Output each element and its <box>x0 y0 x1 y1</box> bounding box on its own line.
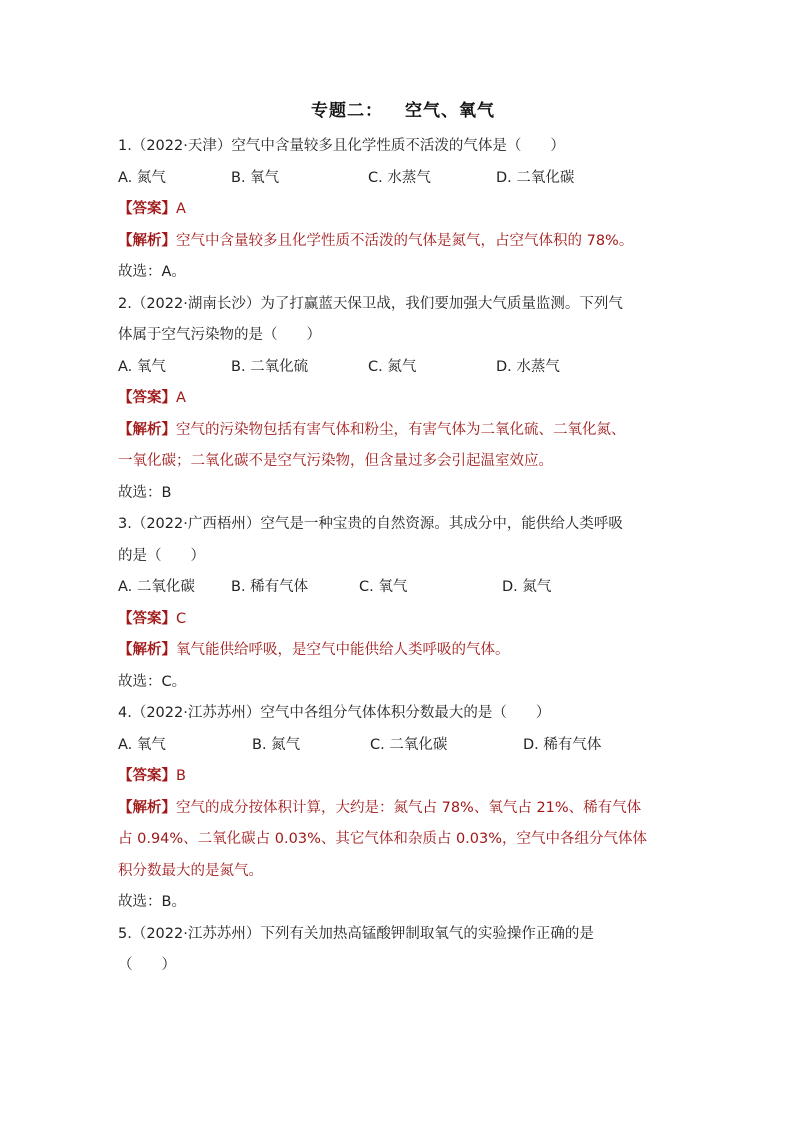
answer-value: A <box>176 201 186 217</box>
option-b: B. 氧气 <box>231 169 280 186</box>
answer-line <box>118 194 688 226</box>
option-a: A. 二氧化碳 <box>118 579 195 595</box>
answer-value: B <box>176 768 186 784</box>
question-stem: 2.（2022·湖南长沙）为了打赢蓝天保卫战，我们要加强大气质量监测。下列气 <box>118 295 623 312</box>
answer-label: 【答案】 <box>118 201 176 217</box>
question-5 <box>118 919 688 982</box>
analysis-label: 【解析】 <box>118 421 176 438</box>
option-c: C. 二氧化碳 <box>370 736 448 753</box>
title-part-1: 专题二： <box>311 101 383 121</box>
conclusion-line: 故选：B <box>118 484 172 501</box>
option-c: C. 氧气 <box>359 579 408 595</box>
options-row <box>118 730 688 762</box>
option-b: B. 氮气 <box>252 736 301 753</box>
analysis-text: 空气中含量较多且化学性质不活泼的气体是氮气，占空气体积的 78%。 <box>176 232 634 249</box>
analysis-text: 空气的成分按体积计算，大约是：氮气占 78%、氧气占 21%、稀有气体 <box>176 799 642 816</box>
option-b: B. 稀有气体 <box>231 579 309 595</box>
option-a: A. 氧气 <box>118 358 166 375</box>
question-stem: 3.（2022·广西梧州）空气是一种宝贵的自然资源。其成分中，能供给人类呼吸 <box>118 516 623 532</box>
answer-line <box>118 604 688 636</box>
option-c: C. 水蒸气 <box>368 169 431 186</box>
conclusion-line: 故选：C。 <box>118 673 187 690</box>
question-4 <box>118 698 688 919</box>
analysis-label: 【解析】 <box>118 232 176 249</box>
option-d: D. 氮气 <box>502 579 552 595</box>
analysis-line <box>118 635 688 667</box>
options-row <box>118 572 688 604</box>
options-row <box>118 163 688 195</box>
analysis-text: 空气的污染物包括有害气体和粉尘，有害气体为二氧化硫、二氧化氮、 <box>176 421 626 438</box>
question-stem-continued: 体属于空气污染物的是（ ） <box>118 327 321 343</box>
question-stem: 4.（2022·江苏苏州）空气中各组分气体体积分数最大的是（ ） <box>118 705 551 721</box>
analysis-line-continued: 积分数最大的是氮气。 <box>118 862 263 879</box>
option-d: D. 二氧化碳 <box>496 169 575 186</box>
question-stem: 1.（2022·天津）空气中含量较多且化学性质不活泼的气体是（ ） <box>118 138 565 154</box>
question-3 <box>118 509 688 698</box>
document-content <box>118 96 688 982</box>
question-1 <box>118 131 688 289</box>
option-b: B. 二氧化硫 <box>231 358 309 375</box>
analysis-text: 氧气能供给呼吸，是空气中能供给人类呼吸的气体。 <box>176 642 510 658</box>
question-stem: 5.（2022·江苏苏州）下列有关加热高锰酸钾制取氧气的实验操作正确的是 <box>118 925 594 942</box>
option-a: A. 氮气 <box>118 169 166 186</box>
analysis-line <box>118 793 688 825</box>
question-2 <box>118 289 688 510</box>
conclusion-line: 故选：B。 <box>118 894 186 910</box>
analysis-line <box>118 415 688 447</box>
option-c: C. 氮气 <box>368 358 417 375</box>
answer-label: 【答案】 <box>118 768 176 784</box>
option-a: A. 氧气 <box>118 736 166 753</box>
option-d: D. 稀有气体 <box>523 736 602 753</box>
answer-line <box>118 383 688 415</box>
answer-label: 【答案】 <box>118 610 176 627</box>
analysis-line-continued: 一氧化碳；二氧化碳不是空气污染物，但含量过多会引起温室效应。 <box>118 453 553 469</box>
answer-line <box>118 761 688 793</box>
analysis-label: 【解析】 <box>118 799 176 816</box>
analysis-label: 【解析】 <box>118 642 176 658</box>
analysis-line <box>118 226 688 258</box>
answer-value: C <box>176 610 187 627</box>
question-stem-continued: （ ） <box>118 957 176 973</box>
page-title <box>118 96 688 121</box>
title-part-2: 空气、氧气 <box>405 101 495 121</box>
conclusion-line: 故选：A。 <box>118 264 186 280</box>
answer-label: 【答案】 <box>118 390 176 406</box>
option-d: D. 水蒸气 <box>496 358 560 375</box>
question-stem-continued: 的是（ ） <box>118 547 205 564</box>
answer-value: A <box>176 390 186 406</box>
options-row <box>118 352 688 384</box>
analysis-line-continued: 占 0.94%、二氧化碳占 0.03%、其它气体和杂质占 0.03%，空气中各组分气体体 <box>118 831 648 847</box>
